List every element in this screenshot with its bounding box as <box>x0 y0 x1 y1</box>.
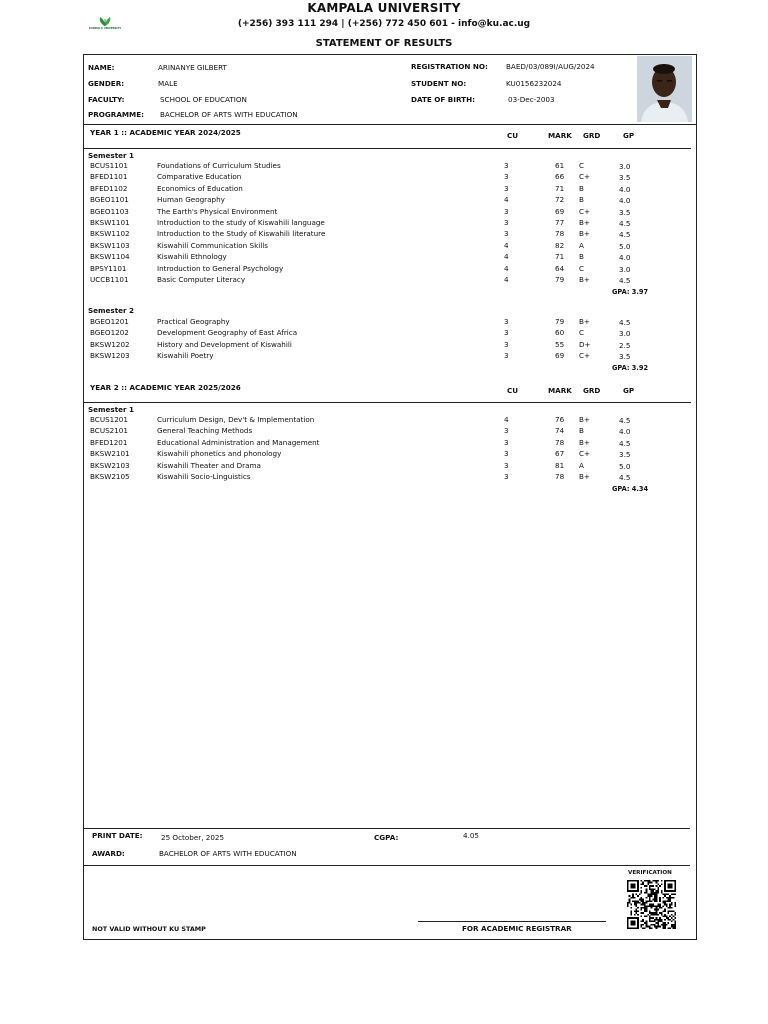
course-mark: 67 <box>555 449 565 458</box>
course-mark: 78 <box>555 229 565 238</box>
award-value: BACHELOR OF ARTS WITH EDUCATION <box>159 849 297 858</box>
course-mark: 82 <box>555 241 565 250</box>
course-title: Kiswahili Ethnology <box>157 252 227 261</box>
course-title: Economics of Education <box>157 184 243 193</box>
course-grade-point: 3.5 <box>619 450 631 459</box>
course-credit-units: 3 <box>504 351 509 360</box>
print-date: 25 October, 2025 <box>161 833 225 842</box>
course-grade-point: 4.5 <box>619 276 631 285</box>
course-credit-units: 3 <box>504 449 509 458</box>
course-code: BFED1102 <box>90 184 128 193</box>
course-credit-units: 4 <box>504 241 509 250</box>
course-grade: B+ <box>579 415 590 424</box>
course-grade: C+ <box>579 207 591 216</box>
course-credit-units: 3 <box>504 218 509 227</box>
dob-label: DATE OF BIRTH: <box>411 95 475 104</box>
contact-line: (+256) 393 111 294 | (+256) 772 450 601 - info@ku.ac.ug <box>237 19 531 29</box>
semester-gpa: GPA: 3.92 <box>612 364 649 372</box>
student-photo <box>637 56 692 122</box>
course-title: Basic Computer Literacy <box>157 275 246 284</box>
award-label: AWARD: <box>92 849 125 858</box>
course-grade-point: 3.5 <box>619 352 631 361</box>
course-grade-point: 5.0 <box>619 242 631 251</box>
course-grade-point: 3.5 <box>619 208 631 217</box>
course-grade: B+ <box>579 229 590 238</box>
course-title: Comparative Education <box>157 172 242 181</box>
course-title: Kiswahili Theater and Drama <box>157 461 261 470</box>
verification-qr-code <box>626 880 677 929</box>
course-title: Kiswahili Poetry <box>157 351 214 360</box>
course-code: BCUS1201 <box>90 415 128 424</box>
course-code: BKSW1104 <box>90 252 130 261</box>
course-mark: 71 <box>555 184 565 193</box>
course-code: UCCB1101 <box>90 275 129 284</box>
course-mark: 66 <box>555 172 565 181</box>
course-code: BKSW1102 <box>90 229 130 238</box>
course-grade-point: 4.5 <box>619 473 631 482</box>
course-title: Kiswahili phonetics and phonology <box>157 449 282 458</box>
course-code: BGEO1201 <box>90 317 129 326</box>
footer-divider-top <box>84 828 690 829</box>
course-grade: B+ <box>579 218 590 227</box>
course-title: Practical Geography <box>157 317 230 326</box>
course-title: Introduction to General Psychology <box>157 264 284 273</box>
course-credit-units: 3 <box>504 207 509 216</box>
student-no-label: STUDENT NO: <box>411 79 467 88</box>
course-grade-point: 4.5 <box>619 416 631 425</box>
name-label: NAME: <box>88 63 115 72</box>
print-date-label: PRINT DATE: <box>92 831 143 840</box>
course-grade: B+ <box>579 317 590 326</box>
course-title: Development Geography of East Africa <box>157 328 298 337</box>
course-code: BPSY1101 <box>90 264 127 273</box>
course-title: Kiswahili Socio-Linguistics <box>157 472 251 481</box>
course-grade-point: 2.5 <box>619 341 631 350</box>
course-code: BKSW2101 <box>90 449 130 458</box>
course-code: BFED1201 <box>90 438 128 447</box>
course-grade: C <box>579 161 585 170</box>
course-code: BFED1101 <box>90 172 128 181</box>
course-code: BKSW1103 <box>90 241 130 250</box>
course-code: BKSW1202 <box>90 340 130 349</box>
course-title: Educational Administration and Management <box>157 438 320 447</box>
course-grade: C+ <box>579 172 591 181</box>
course-credit-units: 3 <box>504 472 509 481</box>
course-mark: 69 <box>555 351 565 360</box>
logo-text: KAMPALA UNIVERSITY <box>88 27 122 30</box>
course-credit-units: 4 <box>504 252 509 261</box>
semester-heading: Semester 1 <box>88 151 135 160</box>
course-credit-units: 3 <box>504 317 509 326</box>
course-grade-point: 4.5 <box>619 439 631 448</box>
registration-label: REGISTRATION NO: <box>411 62 488 71</box>
course-grade-point: 5.0 <box>619 462 631 471</box>
course-title: Introduction to the Study of Kiswahili literature <box>157 229 326 238</box>
course-grade-point: 4.5 <box>619 318 631 327</box>
course-title: Curriculum Design, Dev't & Implementation <box>157 415 315 424</box>
course-credit-units: 4 <box>504 264 509 273</box>
column-header-cu: CU <box>507 131 519 140</box>
course-grade-point: 3.0 <box>619 162 631 171</box>
course-credit-units: 3 <box>504 161 509 170</box>
course-credit-units: 3 <box>504 461 509 470</box>
course-grade: B <box>579 184 584 193</box>
course-mark: 78 <box>555 472 565 481</box>
year-heading: YEAR 1 :: ACADEMIC YEAR 2024/2025 <box>90 128 241 137</box>
course-code: BGEO1202 <box>90 328 129 337</box>
course-mark: 79 <box>555 317 565 326</box>
course-credit-units: 4 <box>504 275 509 284</box>
course-grade: C <box>579 328 585 337</box>
signature-line <box>418 921 606 922</box>
course-code: BCUS2101 <box>90 426 128 435</box>
course-title: General Teaching Methods <box>157 426 253 435</box>
course-grade-point: 4.0 <box>619 196 631 205</box>
student-name: ARINANYE GILBERT <box>158 63 227 72</box>
course-title: History and Development of Kiswahili <box>157 340 292 349</box>
course-grade-point: 4.0 <box>619 253 631 262</box>
course-title: Human Geography <box>157 195 225 204</box>
university-title: KAMPALA UNIVERSITY <box>307 1 461 15</box>
semester-heading: Semester 1 <box>88 405 135 414</box>
course-mark: 77 <box>555 218 565 227</box>
course-grade: B <box>579 195 584 204</box>
course-mark: 76 <box>555 415 565 424</box>
course-grade-point: 4.0 <box>619 185 631 194</box>
course-credit-units: 3 <box>504 328 509 337</box>
course-grade: A <box>579 241 584 250</box>
course-code: BGEO1103 <box>90 207 129 216</box>
course-grade: B <box>579 252 584 261</box>
course-title: Foundations of Curriculum Studies <box>157 161 281 170</box>
registration-number: BAED/03/089I/AUG/2024 <box>506 62 595 71</box>
course-mark: 81 <box>555 461 565 470</box>
course-grade-point: 3.5 <box>619 173 631 182</box>
course-credit-units: 3 <box>504 438 509 447</box>
course-mark: 71 <box>555 252 565 261</box>
cgpa-label: CGPA: <box>374 833 399 842</box>
course-grade: D+ <box>579 340 591 349</box>
course-code: BGEO1101 <box>90 195 129 204</box>
column-header-cu: CU <box>507 386 519 395</box>
year-heading: YEAR 2 :: ACADEMIC YEAR 2025/2026 <box>90 383 241 392</box>
course-mark: 74 <box>555 426 565 435</box>
column-header-gp: GP <box>623 131 635 140</box>
student-programme: BACHELOR OF ARTS WITH EDUCATION <box>160 110 298 119</box>
course-credit-units: 3 <box>504 426 509 435</box>
programme-label: PROGRAMME: <box>88 110 144 119</box>
course-credit-units: 4 <box>504 195 509 204</box>
course-code: BKSW1101 <box>90 218 130 227</box>
year-divider <box>84 402 691 403</box>
course-grade-point: 4.5 <box>619 230 631 239</box>
faculty-label: FACULTY: <box>88 95 125 104</box>
course-mark: 55 <box>555 340 565 349</box>
footer-divider-bottom <box>84 865 690 866</box>
course-grade: B+ <box>579 275 590 284</box>
course-mark: 72 <box>555 195 565 204</box>
cgpa-value: 4.05 <box>463 831 480 840</box>
stamp-note: NOT VALID WITHOUT KU STAMP <box>92 925 206 933</box>
course-grade: A <box>579 461 584 470</box>
course-credit-units: 3 <box>504 184 509 193</box>
semester-gpa: GPA: 4.34 <box>612 485 649 493</box>
course-grade: C <box>579 264 585 273</box>
course-grade: C+ <box>579 351 591 360</box>
date-of-birth: 03-Dec-2003 <box>508 95 555 104</box>
course-title: Kiswahili Communication Skills <box>157 241 268 250</box>
semester-gpa: GPA: 3.97 <box>612 288 649 296</box>
registrar-label: FOR ACADEMIC REGISTRAR <box>462 924 572 933</box>
column-header-mark: MARK <box>548 386 572 395</box>
course-mark: 69 <box>555 207 565 216</box>
student-gender: MALE <box>158 79 178 88</box>
column-header-mark: MARK <box>548 131 572 140</box>
course-code: BKSW2105 <box>90 472 130 481</box>
course-grade: B+ <box>579 472 590 481</box>
column-header-grd: GRD <box>583 386 601 395</box>
course-code: BKSW2103 <box>90 461 130 470</box>
course-credit-units: 3 <box>504 172 509 181</box>
course-mark: 64 <box>555 264 565 273</box>
course-mark: 60 <box>555 328 565 337</box>
course-code: BKSW1203 <box>90 351 130 360</box>
course-grade: B+ <box>579 438 590 447</box>
course-grade: B <box>579 426 584 435</box>
semester-heading: Semester 2 <box>88 306 135 315</box>
gender-label: GENDER: <box>88 79 125 88</box>
statement-title: STATEMENT OF RESULTS <box>315 38 453 49</box>
course-mark: 61 <box>555 161 565 170</box>
course-code: BCUS1101 <box>90 161 128 170</box>
course-grade-point: 3.0 <box>619 329 631 338</box>
year-divider <box>84 148 691 149</box>
column-header-grd: GRD <box>583 131 601 140</box>
course-mark: 79 <box>555 275 565 284</box>
course-grade-point: 3.0 <box>619 265 631 274</box>
verification-label: VERIFICATION <box>628 870 672 876</box>
column-header-gp: GP <box>623 386 635 395</box>
student-number: KU0156232024 <box>506 79 562 88</box>
course-credit-units: 3 <box>504 229 509 238</box>
course-grade: C+ <box>579 449 591 458</box>
course-title: The Earth's Physical Environment <box>157 207 278 216</box>
student-faculty: SCHOOL OF EDUCATION <box>160 95 247 104</box>
course-credit-units: 4 <box>504 415 509 424</box>
course-mark: 78 <box>555 438 565 447</box>
course-grade-point: 4.5 <box>619 219 631 228</box>
info-divider <box>84 124 696 125</box>
course-title: Introduction to the study of Kiswahili language <box>157 218 325 227</box>
student-photo-image <box>637 56 692 122</box>
course-credit-units: 3 <box>504 340 509 349</box>
course-grade-point: 4.0 <box>619 427 631 436</box>
